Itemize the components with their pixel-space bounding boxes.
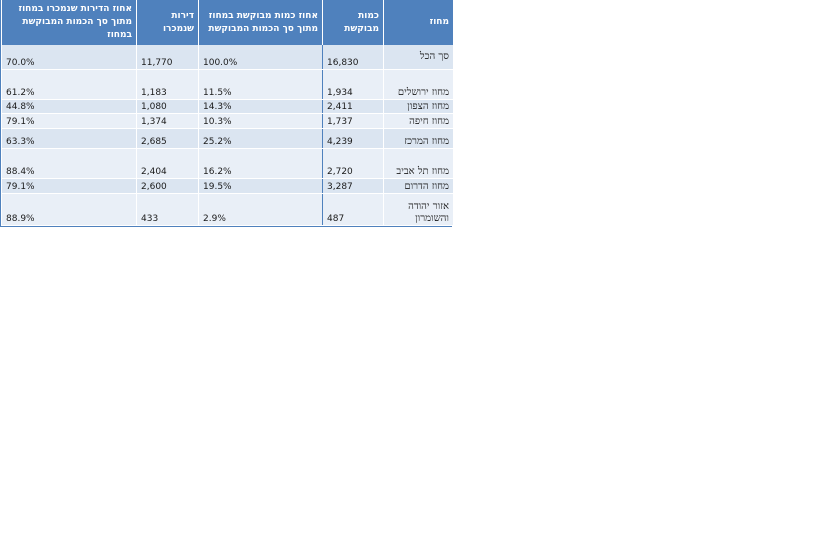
cell-sold: 2,404 bbox=[137, 148, 199, 178]
cell-requested-pct: 19.5% bbox=[199, 178, 323, 193]
cell-sold: 2,600 bbox=[137, 178, 199, 193]
cell-requested: 16,830 bbox=[323, 45, 384, 69]
header-row bbox=[2, 0, 454, 45]
table-row bbox=[2, 148, 454, 178]
cell-requested: 4,239 bbox=[323, 128, 384, 148]
table-row bbox=[2, 99, 454, 113]
table-row bbox=[2, 193, 454, 225]
cell-district: מחוז חיפה bbox=[384, 113, 454, 128]
cell-requested: 3,287 bbox=[323, 178, 384, 193]
header-requested: כמות מבוקשת bbox=[323, 0, 384, 45]
data-table-container bbox=[0, 0, 452, 227]
cell-sold-pct: 88.9% bbox=[2, 193, 137, 225]
cell-sold-pct: 63.3% bbox=[2, 128, 137, 148]
table-row bbox=[2, 178, 454, 193]
header-sold-pct: אחוז הדירות שנמכרו במחוז מתוך סך הכמות המבוקשת במחוז bbox=[2, 0, 137, 45]
cell-district: מחוז המרכז bbox=[384, 128, 454, 148]
cell-requested: 1,934 bbox=[323, 69, 384, 99]
cell-sold-pct: 88.4% bbox=[2, 148, 137, 178]
cell-requested-pct: 10.3% bbox=[199, 113, 323, 128]
cell-requested: 2,720 bbox=[323, 148, 384, 178]
cell-requested: 1,737 bbox=[323, 113, 384, 128]
cell-district: מחוז הדרום bbox=[384, 178, 454, 193]
header-sold: דירות שנמכרו bbox=[137, 0, 199, 45]
cell-requested-pct: 16.2% bbox=[199, 148, 323, 178]
cell-requested-pct: 100.0% bbox=[199, 45, 323, 69]
header-requested-pct: אחוז כמות מבוקשת במחוז מתוך סך הכמות המבוקשת bbox=[199, 0, 323, 45]
cell-requested-pct: 11.5% bbox=[199, 69, 323, 99]
cell-sold: 1,374 bbox=[137, 113, 199, 128]
cell-sold-pct: 44.8% bbox=[2, 99, 137, 113]
cell-district: סך הכל bbox=[384, 45, 454, 69]
cell-district: מחוז הצפון bbox=[384, 99, 454, 113]
cell-sold-pct: 79.1% bbox=[2, 113, 137, 128]
header-district: מחוז bbox=[384, 0, 454, 45]
data-table bbox=[1, 0, 454, 226]
cell-sold: 11,770 bbox=[137, 45, 199, 69]
cell-requested: 487 bbox=[323, 193, 384, 225]
cell-sold: 1,080 bbox=[137, 99, 199, 113]
cell-requested-pct: 25.2% bbox=[199, 128, 323, 148]
cell-sold-pct: 70.0% bbox=[2, 45, 137, 69]
cell-sold-pct: 79.1% bbox=[2, 178, 137, 193]
cell-district: מחוז תל אביב bbox=[384, 148, 454, 178]
cell-district: מחוז ירושלים bbox=[384, 69, 454, 99]
cell-district: אזור יהודה והשומרון bbox=[384, 193, 454, 225]
table-row bbox=[2, 45, 454, 69]
cell-requested-pct: 14.3% bbox=[199, 99, 323, 113]
table-row bbox=[2, 113, 454, 128]
cell-sold: 1,183 bbox=[137, 69, 199, 99]
table-row bbox=[2, 128, 454, 148]
cell-requested-pct: 2.9% bbox=[199, 193, 323, 225]
cell-sold-pct: 61.2% bbox=[2, 69, 137, 99]
table-row bbox=[2, 69, 454, 99]
cell-sold: 433 bbox=[137, 193, 199, 225]
cell-sold: 2,685 bbox=[137, 128, 199, 148]
cell-requested: 2,411 bbox=[323, 99, 384, 113]
